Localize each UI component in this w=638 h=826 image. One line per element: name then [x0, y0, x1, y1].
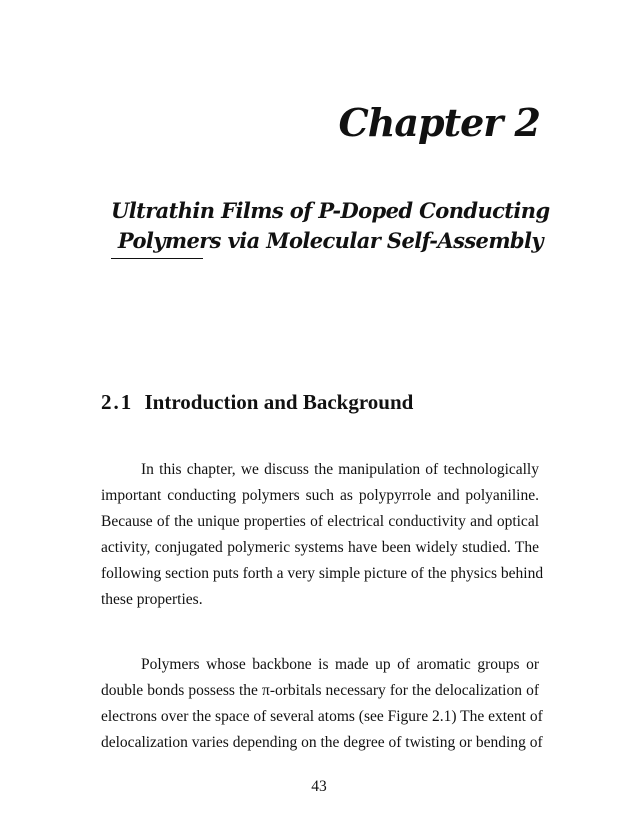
section-title: Introduction and Background — [144, 390, 414, 414]
chapter-label: Chapter 2 — [338, 100, 540, 145]
page-number: 43 — [311, 778, 327, 795]
text-line: double bonds possess the π-orbitals necessary for the delocalization of — [101, 682, 539, 699]
text-line: activity, conjugated polymeric systems have been widely studied. The — [101, 539, 539, 556]
section-heading — [101, 392, 413, 413]
text-line: In this chapter, we discuss the manipulation of technologically — [141, 461, 539, 478]
section-number: 2.1 — [101, 390, 134, 414]
chapter-title-line: Polymers via Molecular Self-Assembly — [117, 228, 543, 253]
chapter-title-line: Ultrathin Films of P-Doped Conducting — [111, 198, 550, 223]
text-line: Polymers whose backbone is made up of aromatic groups or — [141, 656, 539, 673]
text-line: delocalization varies depending on the degree of twisting or bending of — [101, 734, 543, 751]
text-line: important conducting polymers such as polypyrrole and polyaniline. — [101, 487, 539, 504]
text-line: these properties. — [101, 591, 203, 608]
text-line: electrons over the space of several atoms (see Figure 2.1) The extent of — [101, 708, 543, 725]
body-paragraph — [101, 457, 544, 613]
body-paragraph — [101, 652, 543, 756]
chapter-title — [111, 196, 550, 256]
text-line: following section puts forth a very simple picture of the physics behind — [101, 565, 544, 582]
title-rule — [111, 258, 203, 259]
text-line: Because of the unique properties of electrical conductivity and optical — [101, 513, 539, 530]
